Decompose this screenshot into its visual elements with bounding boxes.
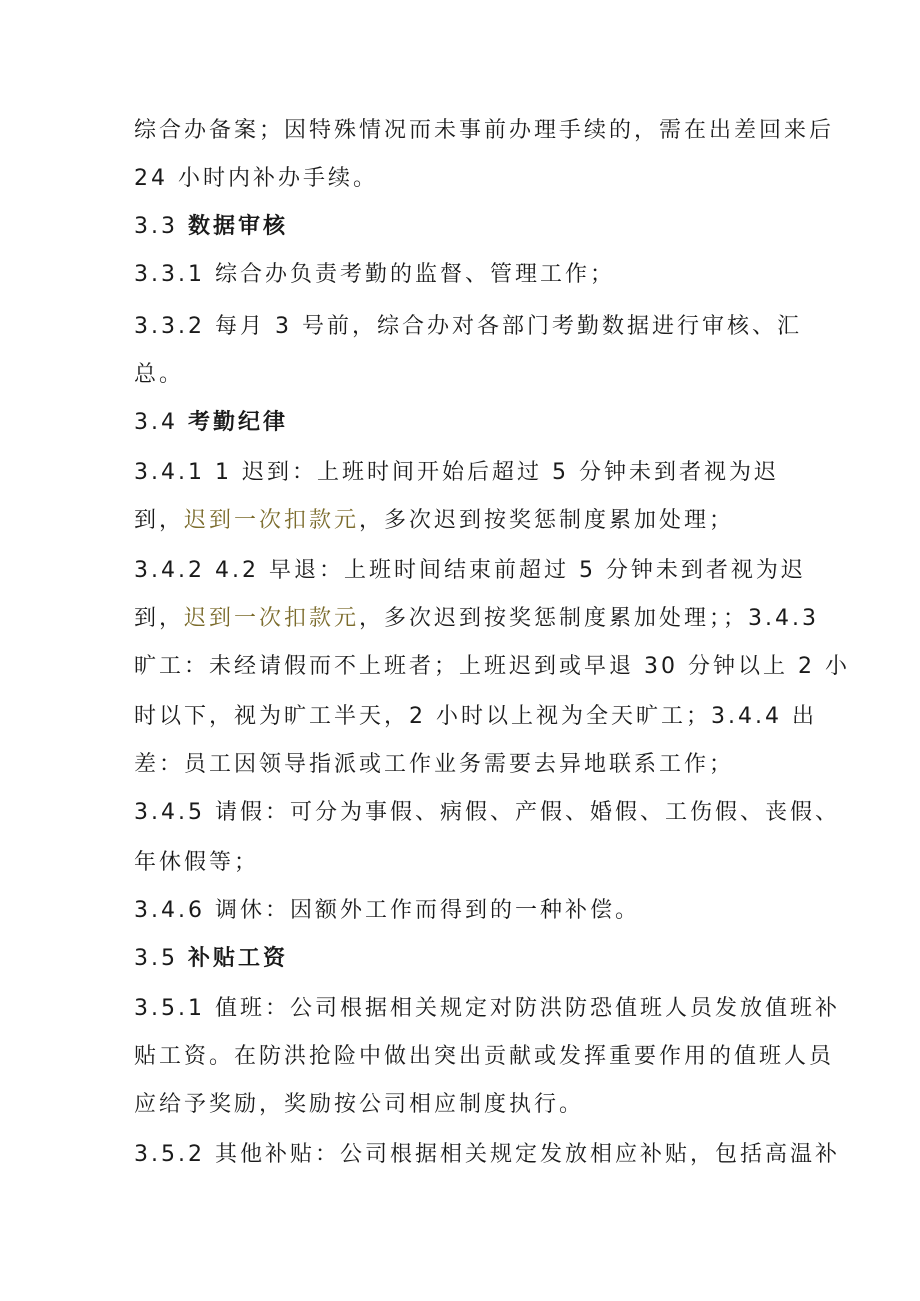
text-line-22 xyxy=(134,1140,840,1170)
section-heading-3-3 xyxy=(134,212,288,242)
section-title: 数据审核 xyxy=(187,214,288,239)
text: 时以下，视为旷工半天，2 小时以上视为全天旷工；3.4.4 出 xyxy=(134,704,817,729)
section-number: 3.3 xyxy=(134,214,188,239)
text-line-10 xyxy=(134,556,806,586)
text-line-20 xyxy=(134,1042,834,1072)
highlighted-text: 迟到一次扣款元 xyxy=(184,508,360,533)
text-line-15 xyxy=(134,798,840,828)
text: 到， xyxy=(134,508,185,533)
text: 3.5.1 值班：公司根据相关规定对防洪防恐值班人员发放值班补 xyxy=(134,996,840,1021)
section-heading-3-5 xyxy=(134,944,288,974)
text: ，多次迟到按奖惩制度累加处理；；3.4.3 xyxy=(359,606,820,631)
text: 综合办备案；因特殊情况而未事前办理手续的，需在出差回来后 xyxy=(134,118,835,143)
section-number: 3.4 xyxy=(134,410,188,435)
text-line-16 xyxy=(134,848,259,878)
section-title: 考勤纪律 xyxy=(187,410,288,435)
text: 总。 xyxy=(134,362,185,387)
text: ，多次迟到按奖惩制度累加处理； xyxy=(359,508,735,533)
text: 旷工：未经请假而不上班者；上班迟到或早退 30 分钟以上 2 小 xyxy=(134,654,850,679)
text-line-11 xyxy=(134,604,819,634)
text: 年休假等； xyxy=(134,850,260,875)
text-line-17 xyxy=(134,896,640,926)
text: 24 小时内补办手续。 xyxy=(134,166,378,191)
text: 3.3.1 综合办负责考勤的监督、管理工作； xyxy=(134,262,615,287)
text-line-5 xyxy=(134,312,802,342)
text: 3.5.2 其他补贴：公司根据相关规定发放相应补贴，包括高温补 xyxy=(134,1142,840,1167)
text: 3.3.2 每月 3 号前，综合办对各部门考勤数据进行审核、汇 xyxy=(134,314,802,339)
section-number: 3.5 xyxy=(134,946,188,971)
text: 3.4.2 4.2 早退：上班时间结束前超过 5 分钟未到者视为迟 xyxy=(134,558,806,583)
text-line-8 xyxy=(134,458,779,488)
text-line-2 xyxy=(134,164,378,194)
text-line-4 xyxy=(134,260,615,290)
text-line-9 xyxy=(134,506,734,536)
text: 到， xyxy=(134,606,185,631)
text-line-1 xyxy=(134,116,834,146)
highlighted-text: 迟到一次扣款元 xyxy=(184,606,360,631)
text-line-21 xyxy=(134,1090,584,1120)
text: 3.4.1 1 迟到：上班时间开始后超过 5 分钟未到者视为迟 xyxy=(134,460,779,485)
text-line-6 xyxy=(134,360,184,390)
text: 应给予奖励，奖励按公司相应制度执行。 xyxy=(134,1092,585,1117)
text-line-14 xyxy=(134,750,734,780)
text-line-19 xyxy=(134,994,840,1024)
text-line-13 xyxy=(134,702,817,732)
text: 贴工资。在防洪抢险中做出突出贡献或发挥重要作用的值班人员 xyxy=(134,1044,835,1069)
text-line-12 xyxy=(134,652,850,682)
section-title: 补贴工资 xyxy=(187,946,288,971)
text: 3.4.6 调休：因额外工作而得到的一种补偿。 xyxy=(134,898,640,923)
text: 差：员工因领导指派或工作业务需要去异地联系工作； xyxy=(134,752,735,777)
text: 3.4.5 请假：可分为事假、病假、产假、婚假、工伤假、丧假、 xyxy=(134,800,840,825)
section-heading-3-4 xyxy=(134,408,288,438)
